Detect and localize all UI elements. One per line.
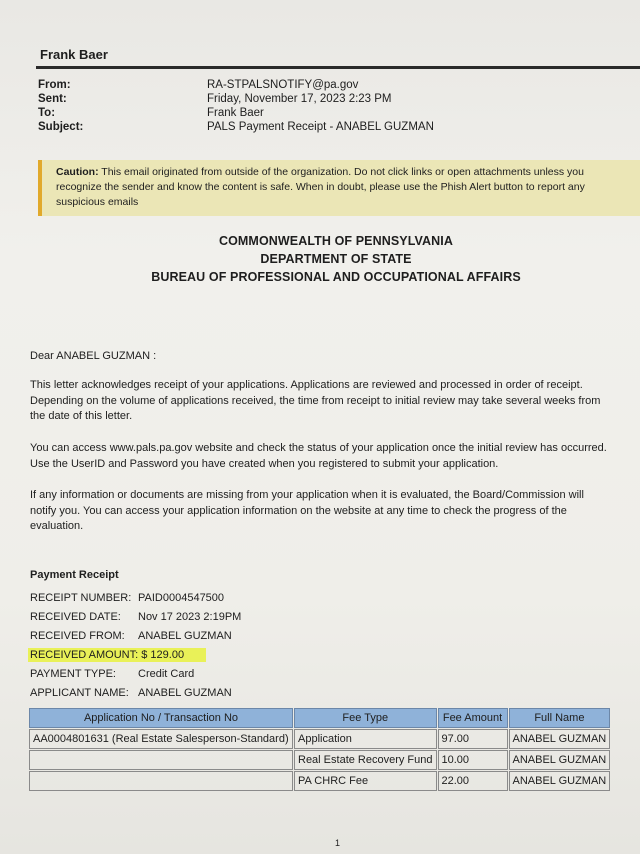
letterhead-line-3: BUREAU OF PROFESSIONAL AND OCCUPATIONAL AFFAIRS — [151, 270, 521, 284]
to-label: To: — [38, 107, 56, 119]
received-from-label: RECEIVED FROM: — [30, 630, 125, 642]
caution-banner — [38, 160, 640, 216]
fee-table — [28, 707, 611, 792]
col-header-fee-type: Fee Type — [294, 708, 437, 728]
table-row — [29, 771, 610, 791]
receipt-number-value: PAID0004547500 — [138, 592, 225, 604]
cell-application-no — [29, 771, 293, 791]
cell-fee-type: Real Estate Recovery Fund — [294, 750, 437, 770]
received-from-value: ANABEL GUZMAN — [138, 630, 232, 642]
salutation: Dear ANABEL GUZMAN : — [30, 350, 157, 362]
from-value: RA-STPALSNOTIFY@pa.gov — [207, 79, 359, 91]
col-header-application-no: Application No / Transaction No — [29, 708, 293, 728]
header-divider — [36, 66, 640, 69]
payment-type-label: PAYMENT TYPE: — [30, 668, 116, 680]
payment-receipt-title: Payment Receipt — [30, 569, 119, 581]
received-amount-row — [30, 649, 184, 661]
paragraph-acknowledgement: This letter acknowledges receipt of your applications. Applications are reviewed and processed in order of receipt. Depending on the volume of applications received, the time from receipt to initial review may take several weeks from the date of this letter. — [30, 379, 601, 422]
cell-fee-amount: 97.00 — [438, 729, 508, 749]
letterhead-line-1: COMMONWEALTH OF PENNSYLVANIA — [218, 234, 454, 248]
to-value: Frank Baer — [207, 107, 264, 119]
col-header-full-name: Full Name — [509, 708, 611, 728]
received-date-value: Nov 17 2023 2:19PM — [138, 611, 242, 623]
from-label: From: — [38, 79, 71, 91]
table-row — [29, 750, 610, 770]
caution-lead: Caution: — [56, 166, 99, 178]
sender-name: Frank Baer — [40, 47, 108, 62]
paragraph-website-access: You can access www.pals.pa.gov website and check the status of your application once the initial review has occurred. Use the UserID and Password you have created when you registered to submit your application. — [30, 442, 607, 470]
receipt-number-label: RECEIPT NUMBER: — [30, 592, 132, 604]
cell-fee-amount: 10.00 — [438, 750, 508, 770]
applicant-name-label: APPLICANT NAME: — [30, 687, 129, 699]
received-date-label: RECEIVED DATE: — [30, 611, 121, 623]
cell-full-name: ANABEL GUZMAN — [509, 750, 611, 770]
col-header-fee-amount: Fee Amount — [438, 708, 508, 728]
subject-value: PALS Payment Receipt - ANABEL GUZMAN — [207, 121, 434, 133]
cell-fee-type: PA CHRC Fee — [294, 771, 437, 791]
cell-application-no: AA0004801631 (Real Estate Salesperson-Standard) — [29, 729, 293, 749]
paragraph-missing-info: If any information or documents are missing from your application when it is evaluated, the Board/Commission will notify you. You can access your application information on the website at any time to check the progress of the evaluation. — [30, 489, 584, 532]
applicant-name-value: ANABEL GUZMAN — [138, 687, 232, 699]
cell-full-name: ANABEL GUZMAN — [509, 771, 611, 791]
letterhead-line-2: DEPARTMENT OF STATE — [260, 252, 412, 266]
subject-label: Subject: — [38, 121, 84, 133]
received-amount-value: $ 129.00 — [141, 649, 185, 661]
cell-fee-amount: 22.00 — [438, 771, 508, 791]
page-number: 1 — [335, 838, 341, 848]
cell-fee-type: Application — [294, 729, 437, 749]
cell-application-no — [29, 750, 293, 770]
sent-label: Sent: — [38, 93, 67, 105]
payment-type-value: Credit Card — [138, 668, 195, 680]
received-amount-label: RECEIVED AMOUNT: — [30, 649, 139, 661]
cell-full-name: ANABEL GUZMAN — [509, 729, 611, 749]
caution-text: This email originated from outside of the organization. Do not click links or open attachments unless you recognize the sender and know the content is safe. When in doubt, please use the Phish Alert button to report any suspicious emails — [56, 166, 585, 208]
fee-table-header-row — [29, 708, 610, 728]
sent-value: Friday, November 17, 2023 2:23 PM — [207, 93, 392, 105]
table-row — [29, 729, 610, 749]
